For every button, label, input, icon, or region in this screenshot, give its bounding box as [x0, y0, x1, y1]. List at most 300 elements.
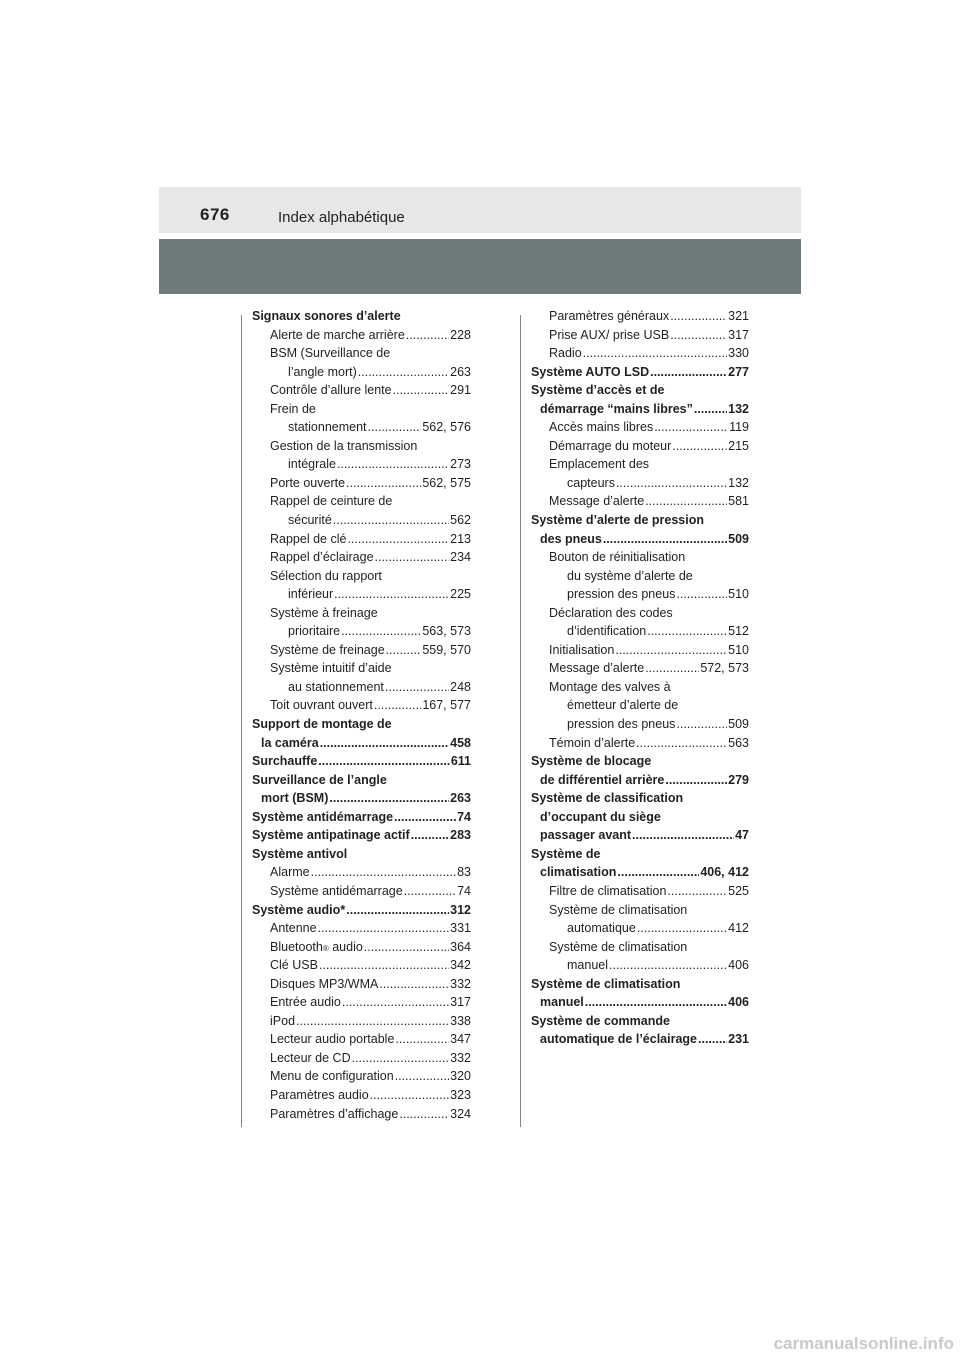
dot-leader: [375, 548, 450, 567]
index-entry-line: Bluetooth ® audio ..... 364: [270, 938, 471, 957]
index-entry: [531, 1012, 749, 1049]
index-entry: [531, 307, 749, 326]
index-entry-text: Système audio: [252, 902, 341, 917]
index-entry-text: Disques MP3/WMA: [270, 976, 379, 991]
index-entry-line: [531, 789, 749, 808]
dot-leader: [411, 826, 449, 845]
index-entry-text: Emplacement des: [549, 457, 650, 472]
index-entry: [531, 938, 749, 975]
index-entry-line: [270, 1049, 471, 1068]
index-entry-line: Système audio * ..... 312: [252, 901, 471, 920]
index-entry: [531, 975, 749, 1012]
dot-leader: [386, 641, 422, 660]
index-entry-text: Rappel d’éclairage: [270, 550, 374, 565]
dot-leader: [676, 585, 727, 604]
page-reference: 559, 570: [422, 642, 471, 657]
page-reference: 215: [728, 438, 749, 453]
index-entry-text: de différentiel arrière: [540, 772, 665, 787]
dot-leader: [698, 1030, 727, 1049]
index-entry-line: [270, 567, 471, 586]
dot-leader: [609, 956, 727, 975]
index-entry-text: Paramètres généraux: [549, 309, 670, 323]
dot-leader: [603, 530, 727, 549]
index-entry-text: d’occupant du siège: [540, 809, 661, 824]
index-entry-line: [531, 808, 749, 827]
index-entry: [252, 604, 471, 641]
index-entry-text: intégrale: [288, 457, 336, 472]
index-entry: [531, 455, 749, 492]
index-entry: [252, 530, 471, 549]
index-entry-text: prioritaire: [288, 624, 341, 639]
dot-leader: [320, 734, 449, 753]
index-entry-line: [531, 381, 749, 400]
index-entry-line: [531, 363, 749, 382]
index-entry-line: [531, 826, 749, 845]
index-entry-line: [270, 993, 471, 1012]
index-entry-text: Système de climatisation: [549, 902, 688, 917]
index-entry: [252, 771, 471, 808]
index-entry: [252, 975, 471, 994]
index-entry-line: [531, 752, 749, 771]
index-entry: [252, 1030, 471, 1049]
index-entry: [252, 1086, 471, 1105]
index-entry-text: Lecteur audio portable: [270, 1032, 395, 1047]
index-entry-line: [270, 1012, 471, 1031]
index-entry: [252, 845, 471, 864]
page-reference: 167, 577: [422, 698, 471, 713]
index-entry-text: Rappel de ceinture de: [270, 494, 393, 509]
index-entry-text: Système de freinage: [270, 642, 385, 657]
index-entry: [531, 511, 749, 548]
index-entry-line: [252, 845, 471, 864]
index-entry-text: Gestion de la transmission: [270, 438, 418, 453]
index-entry: [252, 752, 471, 771]
page-reference: 323: [450, 1087, 471, 1102]
index-entry-line: [270, 659, 471, 678]
index-entry-text: des pneus: [540, 531, 602, 546]
index-entry-line: [549, 734, 749, 753]
index-entry-line: [270, 492, 471, 511]
index-entry-text: manuel: [567, 958, 608, 973]
dot-leader: [370, 1086, 449, 1105]
dot-leader: [616, 474, 727, 493]
index-entry: [252, 696, 471, 715]
dot-leader: [665, 771, 727, 790]
index-entry-line: [270, 455, 471, 474]
index-entry-text: Accès mains libres: [549, 420, 654, 435]
dot-leader: [358, 363, 449, 382]
index-entry-line: [270, 641, 471, 660]
index-entry-text: BSM (Surveillance de: [270, 346, 391, 361]
index-entry-text: passager avant: [540, 828, 632, 843]
page-reference: 510: [728, 642, 749, 657]
index-entry-line: [270, 530, 471, 549]
dot-leader: [615, 641, 727, 660]
index-entry-text: Système de classification: [531, 791, 684, 806]
index-entry-line: [252, 734, 471, 753]
page-reference: 277: [728, 364, 749, 379]
dot-leader: [341, 622, 421, 641]
page-reference: 248: [450, 679, 471, 694]
index-entry-line: [549, 696, 749, 715]
watermark-text: carmanualsonline.info: [773, 1334, 954, 1353]
index-entry-line: [549, 492, 749, 511]
page-reference: 364: [450, 939, 471, 954]
index-entry-text: Toit ouvrant ouvert: [270, 698, 373, 713]
index-entry-text: Surchauffe: [252, 754, 318, 769]
index-entry-text: Montage des valves à: [549, 679, 671, 694]
index-entry-text: Paramètres audio: [270, 1087, 369, 1102]
index-entry-text: pression des pneus: [567, 587, 676, 602]
dot-leader: [337, 455, 449, 474]
index-entry: [252, 1012, 471, 1031]
dot-leader: [670, 326, 727, 345]
index-entry-text: Bouton de réinitialisation: [549, 550, 686, 565]
index-entry-line: [270, 1067, 471, 1086]
index-entry-text: Signaux sonores d’alerte: [252, 309, 401, 323]
page-reference: 525: [728, 883, 749, 898]
index-entry-text: Frein de: [270, 401, 316, 416]
index-entry-text: Antenne: [270, 921, 317, 936]
page-reference: 563: [728, 735, 749, 750]
index-entry-line: [270, 511, 471, 530]
index-entry: [531, 326, 749, 345]
dot-leader: [333, 511, 449, 530]
index-entry-text: Message d’alerte: [549, 494, 645, 509]
page-reference: 74: [457, 809, 471, 824]
dot-leader: [670, 307, 727, 326]
index-entry: [252, 474, 471, 493]
index-entry-text: Témoin d’alerte: [549, 735, 636, 750]
index-entry-text: Système de: [531, 846, 601, 861]
index-entry-line: [549, 641, 749, 660]
page-reference: 330: [728, 346, 749, 361]
index-entry: [531, 604, 749, 641]
page-reference: 47: [735, 828, 749, 843]
column-divider-middle: [520, 315, 521, 1127]
page-reference: 132: [728, 401, 749, 416]
index-entry: [531, 882, 749, 901]
index-entry-text: sécurité: [288, 513, 332, 528]
page-reference: 347: [450, 1032, 471, 1047]
index-entry-line: [252, 752, 471, 771]
index-entry: [252, 326, 471, 345]
index-entry-line: [531, 845, 749, 864]
index-entry: [531, 659, 749, 678]
page-reference: 562, 575: [422, 475, 471, 490]
index-entry-text: Rappel de clé: [270, 531, 347, 546]
index-entry-text: Porte ouverte: [270, 475, 346, 490]
index-entry-line: [549, 659, 749, 678]
index-entry: [531, 381, 749, 418]
index-entry: [252, 492, 471, 529]
index-entry-line: [270, 678, 471, 697]
index-entry-text: iPod: [270, 1013, 296, 1028]
index-entry-line: [549, 437, 749, 456]
index-entry-text: Paramètres d’affichage: [270, 1106, 399, 1121]
index-entry: [252, 437, 471, 474]
index-entry: [252, 826, 471, 845]
index-entry-text: automatique de l’éclairage: [540, 1032, 697, 1047]
index-entry: [252, 1067, 471, 1086]
index-entry-line: [270, 381, 471, 400]
index-entry-text: Clé USB: [270, 958, 318, 973]
index-entry-text: Déclaration des codes: [549, 605, 673, 620]
page-reference: 74: [457, 883, 471, 898]
index-entry-text: Filtre de climatisation: [549, 883, 667, 898]
dot-leader: [585, 993, 727, 1012]
index-entry-text: Prise AUX/ prise USB: [549, 327, 670, 342]
index-entry: [531, 363, 749, 382]
index-entry: [252, 641, 471, 660]
index-entry-line: [270, 919, 471, 938]
index-entry-line: [549, 919, 749, 938]
dot-leader: [645, 659, 699, 678]
page-reference: 321: [728, 309, 749, 323]
index-entry-line: [531, 511, 749, 530]
index-entry: [531, 678, 749, 734]
page-reference: 331: [450, 921, 471, 936]
dot-leader: [393, 381, 450, 400]
index-entry-text: mort (BSM): [261, 791, 329, 806]
dot-leader: [346, 901, 449, 920]
index-entry-text: Système d’alerte de pression: [531, 513, 704, 528]
index-entry-text: stationnement: [288, 420, 367, 435]
page-reference: 213: [450, 531, 471, 546]
index-entry: [252, 1049, 471, 1068]
index-entry-line: [549, 678, 749, 697]
page-reference: 132: [728, 475, 749, 490]
index-entry-text: Système antidémarrage: [252, 809, 394, 824]
index-entry-line: [549, 901, 749, 920]
page-reference: 332: [450, 1050, 471, 1065]
index-entry-text: Système de climatisation: [531, 976, 681, 991]
index-entry: [531, 789, 749, 845]
index-entry-text: Système intuitif d’aide: [270, 661, 392, 676]
index-entry: [252, 882, 471, 901]
index-entry-line: [270, 548, 471, 567]
index-entry-text: Initialisation: [549, 642, 615, 657]
dot-leader: [645, 492, 727, 511]
index-entry: [252, 567, 471, 604]
index-entry-line: [549, 585, 749, 604]
dot-leader: [385, 678, 449, 697]
page-reference: 320: [450, 1069, 471, 1084]
index-entry-line: [549, 604, 749, 623]
index-entry: [252, 956, 471, 975]
header-band: [159, 239, 801, 294]
index-entry-line: [270, 863, 471, 882]
dot-leader: [342, 993, 449, 1012]
index-entry-text: l’angle mort): [288, 364, 357, 379]
index-entry-text: Bluetooth: [270, 939, 323, 954]
page-reference: 317: [728, 327, 749, 342]
dot-leader: [329, 789, 449, 808]
dot-leader: [406, 326, 449, 345]
index-entry-text: Système antipatinage actif: [252, 828, 410, 843]
dot-leader: [368, 418, 422, 437]
dot-leader: [694, 400, 727, 419]
page-header-bar: [159, 187, 801, 233]
index-entry: [252, 901, 471, 920]
index-entry-line: [549, 326, 749, 345]
index-entry-text: Système antivol: [252, 846, 348, 861]
dot-leader: [632, 826, 734, 845]
index-entry-text: du système d’alerte de: [567, 568, 693, 583]
index-column-right: [531, 307, 749, 1049]
index-entry-line: [270, 956, 471, 975]
page-reference: 342: [450, 958, 471, 973]
dot-leader: [654, 418, 728, 437]
index-entry-text: Alarme: [270, 865, 310, 880]
index-entry-line: [270, 437, 471, 456]
index-entry-text: manuel: [540, 995, 584, 1010]
dot-leader: [583, 344, 727, 363]
index-entry-text: Surveillance de l’angle: [252, 772, 387, 787]
page-reference: 324: [450, 1106, 471, 1121]
index-entry-line: [549, 938, 749, 957]
dot-leader: [636, 734, 727, 753]
page-reference: 225: [450, 587, 471, 602]
page-reference: 263: [450, 791, 471, 806]
dot-leader: [672, 437, 727, 456]
page-reference: 332: [450, 976, 471, 991]
dot-leader: [399, 1105, 449, 1124]
index-entry-line: [531, 1030, 749, 1049]
page-number: 676: [200, 205, 230, 224]
index-entry-line: [270, 604, 471, 623]
index-entry: [531, 437, 749, 456]
page-reference: 572, 573: [700, 661, 749, 676]
index-entry-line: [531, 993, 749, 1012]
index-entry-text: au stationnement: [288, 679, 384, 694]
index-entry: [531, 845, 749, 882]
page-reference: 291: [450, 383, 471, 398]
dot-leader: [637, 919, 727, 938]
index-entry: [531, 901, 749, 938]
index-entry-text: Sélection du rapport: [270, 568, 382, 583]
index-entry: [531, 752, 749, 789]
index-entry-line: [270, 474, 471, 493]
index-entry-line: [270, 1086, 471, 1105]
dot-leader: [394, 808, 456, 827]
dot-leader: [650, 363, 727, 382]
index-entry-line: [270, 882, 471, 901]
index-entry: [252, 381, 471, 400]
page-reference: 406: [728, 995, 749, 1010]
index-entry-text: d’identification: [567, 624, 647, 639]
dot-leader: [311, 863, 457, 882]
page-reference: 234: [450, 550, 471, 565]
index-entry: [252, 938, 471, 957]
index-entry-line: [270, 585, 471, 604]
index-entry-line: [270, 1105, 471, 1124]
index-entry-text: Système AUTO LSD: [531, 364, 650, 379]
index-entry: [252, 400, 471, 437]
index-entry-line: [270, 696, 471, 715]
index-entry-text: Système à freinage: [270, 605, 378, 620]
index-entry-line: [270, 622, 471, 641]
page-reference: 279: [728, 772, 749, 787]
page-reference: 512: [728, 624, 749, 639]
page-reference: 611: [450, 754, 471, 769]
index-entry-line: [531, 863, 749, 882]
section-title: Index alphabétique: [278, 209, 405, 226]
dot-leader: [647, 622, 727, 641]
index-entry-line: [270, 344, 471, 363]
index-entry-line: [270, 363, 471, 382]
index-entry-line: [252, 789, 471, 808]
page-reference: 562, 576: [422, 420, 471, 435]
page-reference: 273: [450, 457, 471, 472]
dot-leader: [296, 1012, 449, 1031]
index-entry-text: la caméra: [261, 735, 319, 750]
index-entry-line: [531, 400, 749, 419]
index-entry: [252, 808, 471, 827]
page-reference: 563, 573: [422, 624, 471, 639]
index-entry-line: [252, 307, 471, 326]
index-entry: [531, 548, 749, 604]
page-reference: 312: [450, 902, 471, 917]
index-entry: [531, 734, 749, 753]
index-entry-text: émetteur d’alerte de: [567, 698, 679, 713]
index-entry-line: [549, 956, 749, 975]
index-entry-text: démarrage “mains libres”: [540, 401, 693, 416]
index-entry-text: Système de climatisation: [549, 939, 688, 954]
index-entry-line: [531, 771, 749, 790]
index-entry-text: Système antidémarrage: [270, 883, 403, 898]
index-entry: [531, 492, 749, 511]
index-entry: [252, 548, 471, 567]
index-entry-line: [549, 418, 749, 437]
page-reference: 510: [728, 587, 749, 602]
index-entry-line: [549, 622, 749, 641]
dot-leader: [676, 715, 727, 734]
index-entry-line: [531, 530, 749, 549]
index-entry: [531, 418, 749, 437]
index-entry: [252, 1105, 471, 1124]
dot-leader: [395, 1030, 449, 1049]
index-entry-line: [270, 975, 471, 994]
index-entry: [252, 919, 471, 938]
dot-leader: [395, 1067, 449, 1086]
index-entry-line: [270, 418, 471, 437]
index-entry: [252, 344, 471, 381]
dot-leader: [334, 585, 449, 604]
index-entry-text: Lecteur de CD: [270, 1050, 351, 1065]
dot-leader: [379, 975, 449, 994]
index-entry-text: Système de blocage: [531, 754, 652, 769]
page-reference: 283: [450, 828, 471, 843]
index-entry-line: [531, 1012, 749, 1031]
index-entry-text: Radio: [549, 346, 582, 361]
index-entry-line: [270, 326, 471, 345]
dot-leader: [347, 530, 449, 549]
index-entry: [252, 715, 471, 752]
dot-leader: [319, 956, 449, 975]
page-reference: 509: [728, 531, 749, 546]
page-reference: 263: [450, 364, 471, 379]
index-entry-line: [252, 826, 471, 845]
index-entry-line: [549, 307, 749, 326]
index-entry-line: [252, 771, 471, 790]
index-entry-text: climatisation: [540, 865, 617, 880]
index-entry-line: [252, 715, 471, 734]
index-entry-line: [252, 808, 471, 827]
index-entry: [252, 863, 471, 882]
dot-leader: [374, 696, 421, 715]
index-entry-text: inférieur: [288, 587, 334, 602]
